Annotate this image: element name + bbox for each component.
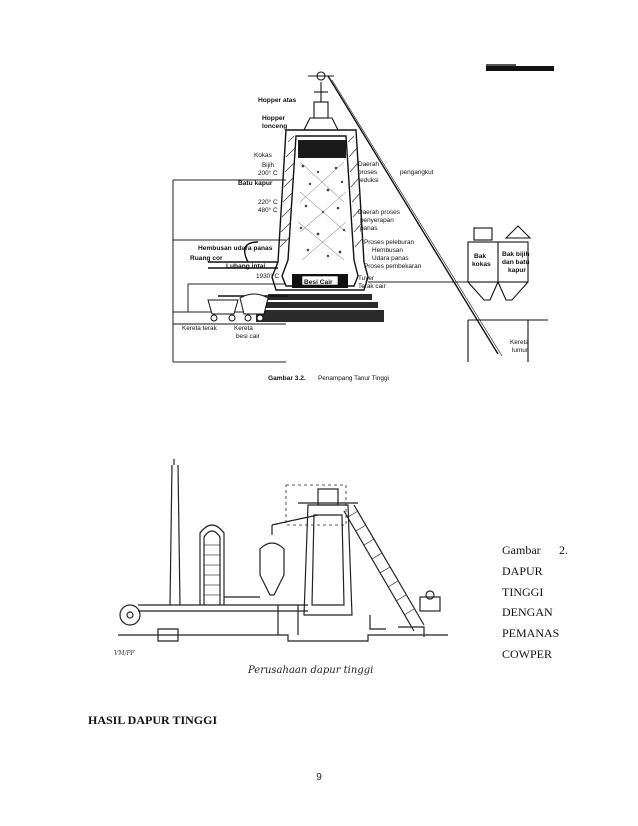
page-number: 9 bbox=[316, 772, 322, 783]
label-pengangkut: pengangkut bbox=[400, 169, 434, 176]
caption2-line6: COWPER bbox=[502, 646, 553, 661]
label-kereta-terak: Kereta terak bbox=[182, 325, 217, 332]
figure2-caption bbox=[502, 540, 568, 665]
caption2-word-number: 2. bbox=[559, 543, 568, 557]
figure1-caption-text: Penampang Tanur Tinggi bbox=[318, 375, 389, 382]
label-reduksi: reduksi bbox=[358, 177, 379, 184]
label-hembusan: Hembusan bbox=[372, 247, 403, 254]
label-proses-pembekaran: Proses pembekaran bbox=[364, 263, 422, 270]
caption2-line3: TINGGI bbox=[502, 584, 544, 599]
label-batu-kapur: Batu kapur bbox=[238, 180, 273, 187]
label-besi-cair-car: besi cair bbox=[236, 333, 260, 340]
label-hembusan-udara-panas: Hembusan udara panas bbox=[198, 245, 273, 252]
caption2-word-gambar: Gambar bbox=[502, 543, 541, 557]
figure2-handwritten-caption: Perusahaan dapur tinggi bbox=[248, 665, 374, 676]
label-temp-220: 220° C bbox=[258, 199, 278, 206]
blast-furnace-diagram bbox=[168, 62, 560, 392]
label-ruang-cor: Ruang cor bbox=[190, 255, 223, 262]
label-bak: Bak bbox=[474, 253, 487, 260]
label-penyerapan: penyerapan bbox=[360, 217, 394, 224]
label-hopper-atas: Hopper atas bbox=[258, 97, 297, 104]
label-proses-peleburan: Proses peleburan bbox=[364, 239, 415, 246]
figure2-corner-mark: VM/PF bbox=[114, 650, 135, 657]
label-daerah: Daerah bbox=[358, 161, 379, 168]
label-bijih: Bijih bbox=[262, 162, 275, 169]
caption2-line2: DAPUR bbox=[502, 563, 543, 578]
label-udara-panas: Udara panas bbox=[372, 255, 409, 262]
label-lonceng: lonceng bbox=[262, 123, 288, 130]
label-proses: proses bbox=[358, 169, 378, 176]
label-lumur: lumur bbox=[512, 347, 528, 354]
figure1-caption-number: Gambar 3.2. bbox=[268, 375, 306, 382]
section-heading: HASIL DAPUR TINGGI bbox=[88, 713, 218, 727]
label-temp-1930: 1930° C bbox=[256, 273, 280, 280]
label-bak-bijih: Bak bijih bbox=[502, 251, 530, 258]
label-daerah-proses: Daerah proses bbox=[358, 209, 400, 216]
caption2-line5: PEMANAS bbox=[502, 626, 560, 641]
label-hopper: Hopper bbox=[262, 115, 286, 122]
label-terak-cair: Terak cair bbox=[358, 283, 386, 290]
label-kokas-bin: kokas bbox=[472, 261, 491, 268]
label-kapur: kapur bbox=[508, 267, 526, 274]
label-dan-batu: dan batu bbox=[502, 259, 530, 266]
label-besi-cair: Besi Cair bbox=[304, 279, 333, 286]
label-temp-480: 480° C bbox=[258, 207, 278, 214]
label-tuyer: Tuyer bbox=[358, 275, 375, 282]
label-kereta: Kereta bbox=[234, 325, 253, 332]
label-kokas: Kokas bbox=[254, 152, 272, 159]
label-lubang-intai: Lubang intai bbox=[226, 263, 266, 270]
blast-furnace-plant-sketch bbox=[108, 455, 478, 685]
label-kereta-lumur-1: Kereta bbox=[510, 339, 529, 346]
label-temp-200: 200° C bbox=[258, 170, 278, 177]
caption2-line1 bbox=[502, 540, 568, 561]
caption2-line4: DENGAN bbox=[502, 605, 553, 620]
label-panas: panas bbox=[360, 225, 378, 232]
